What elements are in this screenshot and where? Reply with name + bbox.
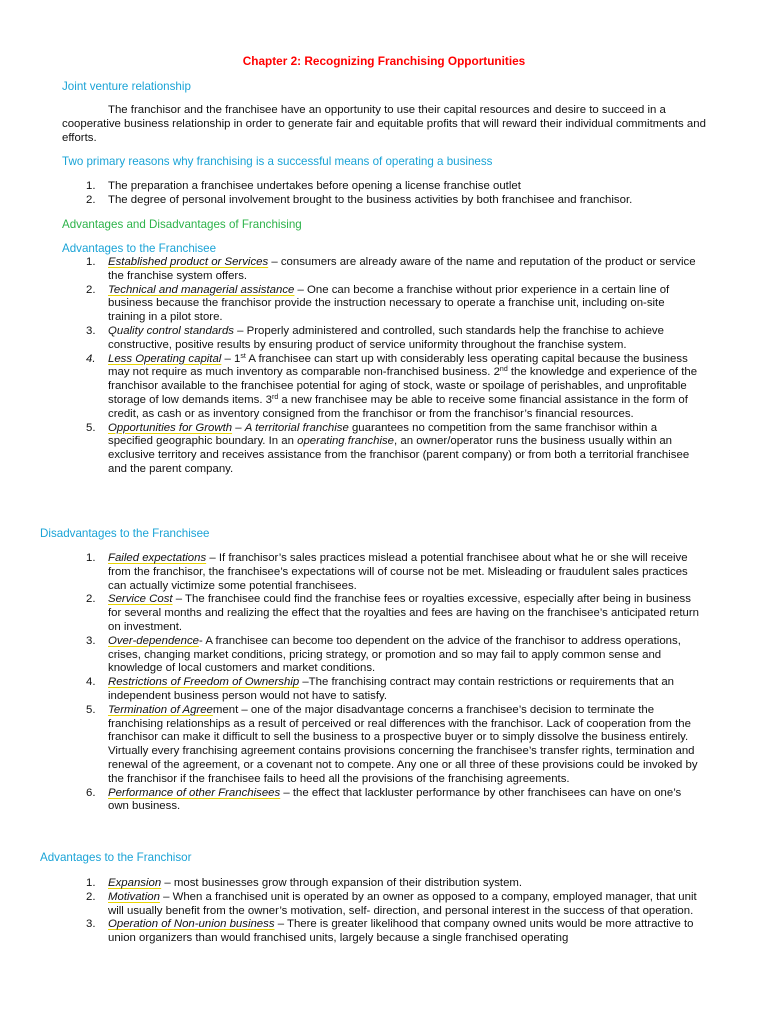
primary-reasons-list [62, 180, 704, 208]
adv-franchisee-heading: Advantages to the Franchisee [62, 242, 217, 255]
term: Technical and managerial assistance [108, 283, 295, 296]
list-item: 1. The preparation a franchisee undertakes before opening a license franchise outlet [86, 180, 521, 192]
adv-disadv-heading: Advantages and Disadvantages of Franchising [62, 218, 302, 231]
term: Quality control standards [108, 324, 234, 337]
list-item: 3. Over-dependence- A franchisee can become too dependent on the advice of the franchisor to address operations, crises, changing market conditions, pricing strategy, or promotion and so may fail to apply common sense and knowledge of local customers and market conditions. [86, 634, 681, 675]
term: Service Cost [108, 593, 173, 606]
list-item: 2. Service Cost – The franchisee could find the franchise fees or royalties excessive, especially after being in business for several months and realizing the effect that the royalties and fees are having on the franchisee’s anticipated return on investment. [86, 593, 699, 633]
list-item: 3. Quality control standards – Properly administered and controlled, such standards help the franchise to achieve constructive, positive results by ensuring product of service uniformity throughout the franchise system. [86, 324, 664, 351]
list-item: 5. Opportunities for Growth – A territorial franchise guarantees no competition from the same franchisor within a specified geographic boundary. In an operating franchise, an owner/operator runs the business usually within an exclusive territory and receives assistance from the franchisor (parent company) or from both a territorial franchisee and the parent company. [86, 421, 690, 475]
term: Termination of Agree [108, 703, 213, 716]
list-item: 2. The degree of personal involvement brought to the business activities by both franchisee and franchisor. [86, 193, 633, 206]
term: Opportunities for Growth [108, 421, 233, 434]
list-item: 2. Technical and managerial assistance – One can become a franchise without prior experience in a certain line of business because the franchisor provide the instruction necessary to operate a franchise unit, including on-site training in a pilot store. [86, 283, 670, 324]
joint-venture-paragraph: The franchisor and the franchisee have an opportunity to use their capital resources and desire to succeed in a cooperative business relationship in order to generate fair and equitable profits that will reward their individual commitments and efforts. [62, 104, 706, 144]
term: Established product or Services [108, 256, 269, 268]
primary-reasons-heading: Two primary reasons why franchising is a successful means of operating a business [62, 155, 493, 168]
list-item: 3. Operation of Non-union business – There is greater likelihood that company owned units would be more attractive to union organizers than would franchised units, largely because a single franchised operating [86, 918, 694, 945]
adv-franchisee-list [62, 256, 704, 477]
adv-franchisor-list [62, 877, 704, 946]
list-item: 4. Restrictions of Freedom of Ownership –The franchising contract may contain restrictions or requirements that an independent business person would not have to satisfy. [86, 676, 674, 702]
adv-franchisor-heading: Advantages to the Franchisor [40, 851, 192, 864]
list-item: 4. Less Operating capital – 1st A franchisee can start up with considerably less operating capital because the business may not require as much inventory as comparable non-franchised business. 2nd the knowledge and experience of the franchisor available to the franchisee potential for aging of stock, waste or spoilage of perishables, and unprofitable storage of low demands items. 3rd a new franchisee may be able to receive some financial assistance in the form of credit, as cash or as inventory consigned from the franchisor or from the franchisor’s financial resources. [86, 352, 698, 420]
disadv-franchisee-heading: Disadvantages to the Franchisee [40, 527, 210, 540]
list-item: 1. Failed expectations – If franchisor’s sales practices mislead a potential franchisee about what he or she will receive from the franchisor, the franchisee’s expectations will of course not be met. Misleading or fraudulent sales practices can actually victimize some potential franchisees. [86, 552, 688, 592]
list-item: 1. Expansion – most businesses grow through expansion of their distribution system. [86, 877, 523, 889]
term: Operation of Non-union business [108, 918, 275, 931]
chapter-title: Chapter 2: Recognizing Franchising Opportunities [242, 54, 526, 68]
joint-venture-heading: Joint venture relationship [62, 80, 191, 93]
term: Less Operating capital [108, 352, 222, 365]
term: Over-dependence [108, 634, 199, 647]
list-item: 1. Established product or Services – consumers are already aware of the name and reputation of the product or service the franchise system offers. [86, 256, 696, 282]
list-item: 6. Performance of other Franchisees – the effect that lackluster performance by other franchisees can have on one’s own business. [86, 786, 682, 813]
list-item: 2. Motivation – When a franchised unit is operated by an owner as opposed to a company, employed manager, that unit will usually benefit from the owner’s motivation, self- direction, and personal interest in the success of that operation. [86, 890, 697, 917]
list-item: 5. Termination of Agreement – one of the major disadvantage concerns a franchisee’s decision to terminate the franchising relationships as a result of perceived or real differences with the franchisor. Lack of cooperation from the franchisor can make it difficult to sell the business to a prospective buyer or to simply dissolve the business entirely. Virtually every franchising agreement contains provisions concerning the franchisee’s transfer rights, termination and renewal of the agreement, or a covenant not to compete. Any one or all three of these provisions could be invoked by the franchisor if the franchisee fails to heed all the provisions of the franchising agreements. [86, 703, 698, 785]
term: Expansion [108, 877, 162, 889]
term: Motivation [108, 890, 160, 903]
term: Failed expectations [108, 552, 207, 564]
term: Restrictions of Freedom of Ownership [108, 676, 300, 689]
term: Performance of other Franchisees [108, 786, 281, 799]
disadv-franchisee-list [62, 552, 704, 814]
